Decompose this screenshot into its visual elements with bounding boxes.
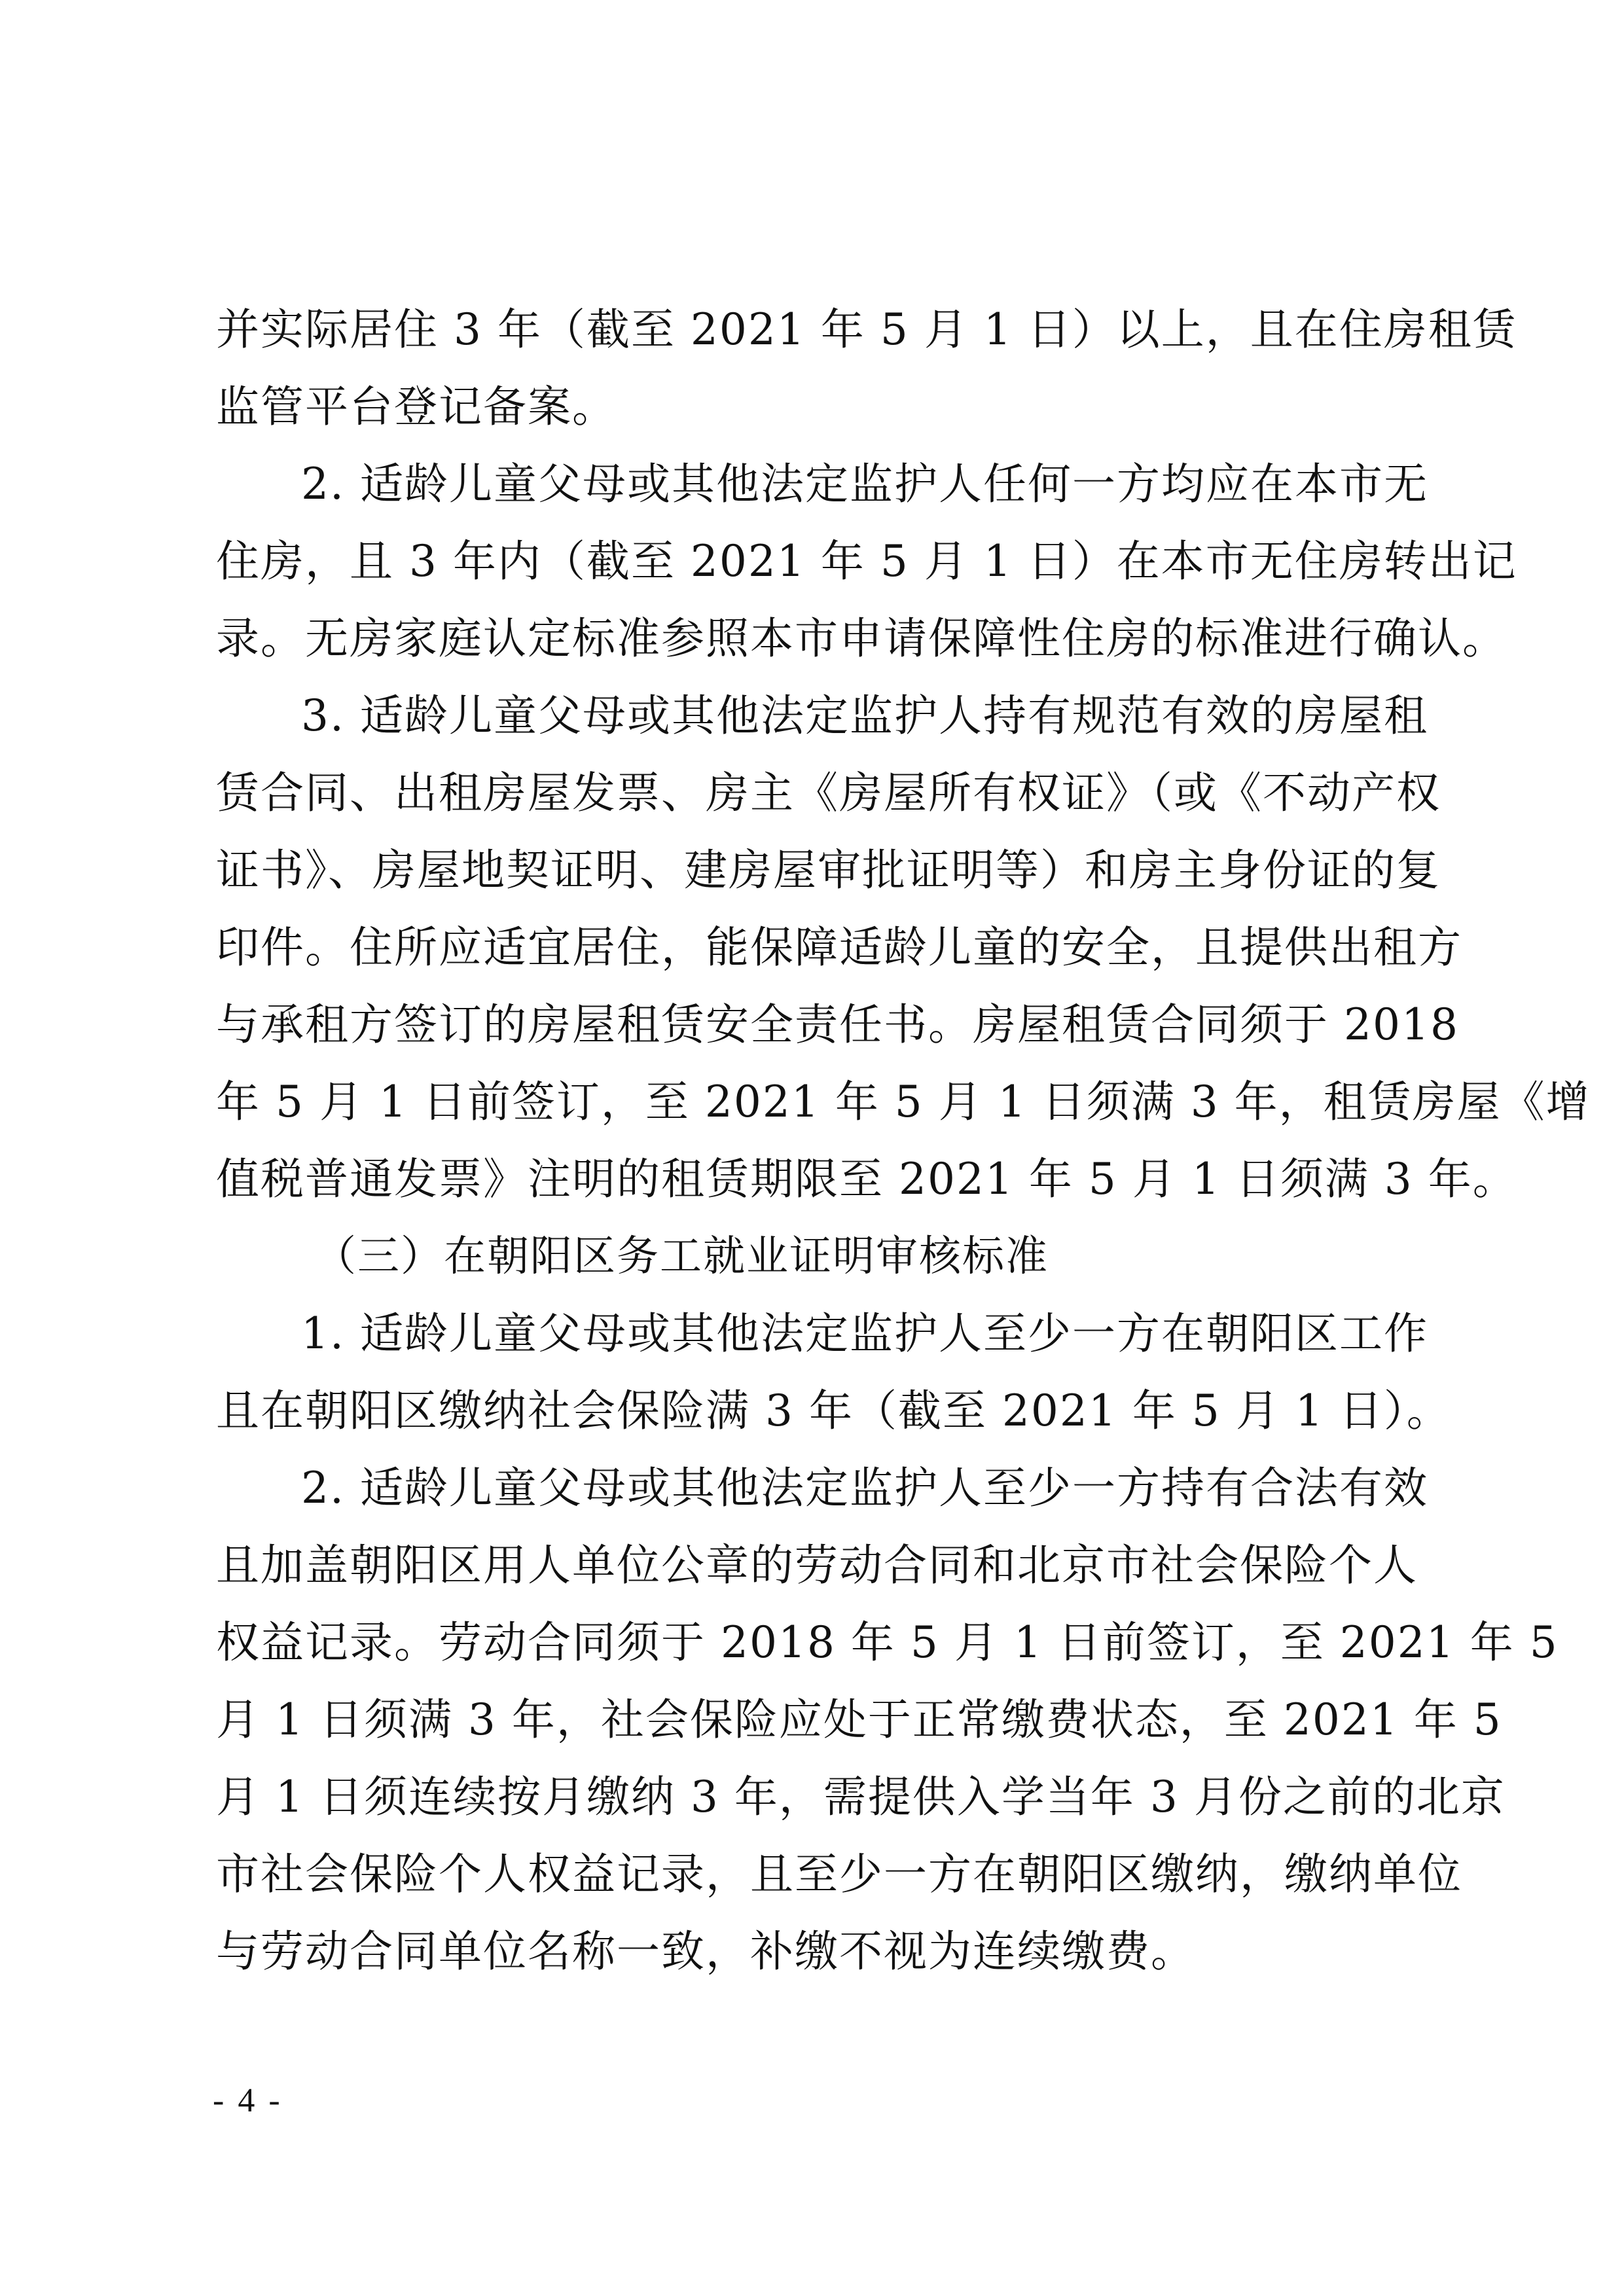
text-line: 市社会保险个人权益记录，且至少一方在朝阳区缴纳，缴纳单位 [216, 1849, 1462, 1899]
text-line: 值税普通发票》注明的租赁期限至 2021 年 5 月 1 日须满 3 年。 [216, 1154, 1517, 1204]
paragraph-1-start: 1. 适龄儿童父母或其他法定监护人至少一方在朝阳区工作 [301, 1308, 1428, 1359]
text-line: 与劳动合同单位名称一致，补缴不视为连续缴费。 [216, 1926, 1195, 1977]
paragraph-3-start: 3. 适龄儿童父母或其他法定监护人持有规范有效的房屋租 [301, 691, 1428, 741]
text-line: 年 5 月 1 日前签订，至 2021 年 5 月 1 日须满 3 年，租赁房屋《增 [216, 1077, 1591, 1127]
text-line: 且在朝阳区缴纳社会保险满 3 年（截至 2021 年 5 月 1 日）。 [216, 1386, 1451, 1436]
text-line: 监管平台登记备案。 [216, 382, 617, 432]
text-line: 月 1 日须连续按月缴纳 3 年，需提供入学当年 3 月份之前的北京 [216, 1772, 1506, 1822]
text-line: 且加盖朝阳区用人单位公章的劳动合同和北京市社会保险个人 [216, 1540, 1418, 1590]
page-number: - 4 - [213, 2082, 283, 2119]
text-line: 住房，且 3 年内（截至 2021 年 5 月 1 日）在本市无住房转出记 [216, 536, 1517, 586]
paragraph-2-start: 2. 适龄儿童父母或其他法定监护人至少一方持有合法有效 [301, 1463, 1428, 1513]
paragraph-2-start: 2. 适龄儿童父母或其他法定监护人任何一方均应在本市无 [301, 459, 1428, 509]
text-line: 与承租方签订的房屋租赁安全责任书。房屋租赁合同须于 2018 [216, 999, 1459, 1050]
text-line: 权益记录。劳动合同须于 2018 年 5 月 1 日前签订，至 2021 年 5 [216, 1617, 1559, 1668]
text-line: 月 1 日须满 3 年，社会保险应处于正常缴费状态，至 2021 年 5 [216, 1695, 1502, 1745]
text-line: 并实际居住 3 年（截至 2021 年 5 月 1 日）以上，且在住房租赁 [216, 304, 1517, 355]
text-line: 录。无房家庭认定标准参照本市申请保障性住房的标准进行确认。 [216, 613, 1507, 664]
text-line: 印件。住所应适宜居住，能保障适龄儿童的安全，且提供出租方 [216, 922, 1462, 973]
text-line: 赁合同、出租房屋发票、房主《房屋所有权证》（或《不动产权 [216, 768, 1441, 818]
section-heading: （三）在朝阳区务工就业证明审核标准 [314, 1232, 1049, 1281]
text-line: 证书》、房屋地契证明、建房屋审批证明等）和房主身份证的复 [216, 845, 1441, 895]
body-text [216, 291, 1591, 1990]
